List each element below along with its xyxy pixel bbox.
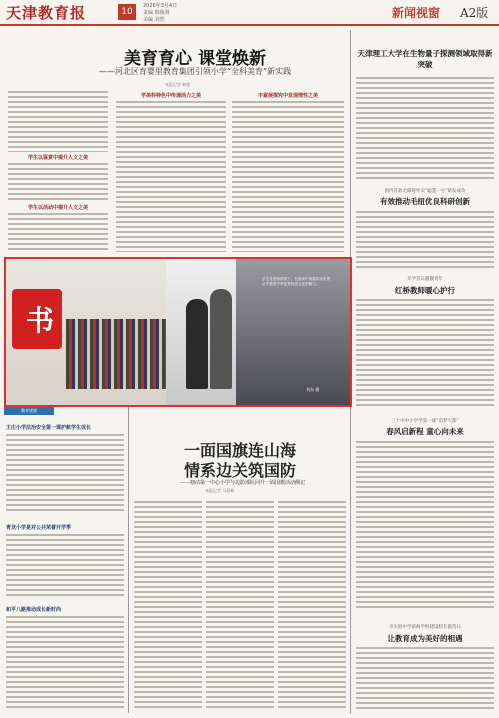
issue-badge: 10 bbox=[118, 4, 136, 20]
second-headline-1: 一面国旗连山海 bbox=[183, 441, 296, 460]
right-kicker-4: 三十中中小学学第一课“追梦天都” bbox=[391, 419, 459, 424]
right-headline-1: 天津理工大学在生物量子探测领域取得新突破 bbox=[357, 49, 493, 69]
editor-line: 责编 韩俊贤 bbox=[143, 10, 170, 16]
brief-title-1: 王庄小学法治安全第一课护航学生成长 bbox=[6, 425, 92, 431]
second-headline-2: 情系边关筑国防 bbox=[183, 461, 296, 480]
second-body-col2 bbox=[206, 500, 274, 710]
brief-body-2 bbox=[6, 533, 124, 597]
date-block bbox=[143, 3, 177, 24]
lead-body-col2 bbox=[116, 100, 226, 252]
lead-body-col3 bbox=[232, 100, 344, 252]
second-author: 本报记者 马晨峰 bbox=[205, 488, 235, 493]
sidebar-divider bbox=[128, 407, 129, 713]
lead-body-col1b bbox=[8, 162, 108, 202]
book-spines bbox=[66, 319, 166, 389]
newspaper-logo: 天津教育报 bbox=[6, 4, 87, 22]
sidebar-tag: 教育速递 bbox=[4, 407, 54, 415]
brief-title-2: 青龙小学是对公共荣誉开学季 bbox=[6, 525, 72, 531]
designer-line: 美编 刘烈 bbox=[143, 17, 165, 23]
right-kicker-5: 市实验中学滨海学校建设校长接待日 bbox=[389, 625, 461, 630]
lead-col-head-4: 丰富展探究中发现理性之美 bbox=[257, 93, 318, 99]
date-line: 2026年3月4日 bbox=[143, 3, 178, 9]
lead-author: 本报记者 韩俊 bbox=[165, 82, 191, 87]
lead-col-head-2: 学生以活动中提升人文之美 bbox=[27, 205, 88, 211]
right-kicker-3: 开学首日靓靓青年 bbox=[407, 277, 443, 282]
right-body-2 bbox=[356, 210, 494, 270]
brief-body-1 bbox=[6, 433, 124, 513]
second-subheadline: ——塘沽第一中心小学与边防部队同升一面国旗活动侧记 bbox=[179, 480, 305, 486]
lead-subheadline: ——河北区育婴里教育集团引领小学“全科美育”新实践 bbox=[98, 67, 292, 76]
book-sign-glyph: 书 bbox=[26, 304, 55, 337]
lead-col-head-3: 学美科特色中传递活力之美 bbox=[140, 93, 201, 99]
brief-title-3: 和平八路推动成长新时尚 bbox=[6, 607, 62, 613]
photo-caption: 学生在老师带领下，在阅读中探索知识世界，从中感受中华优秀传统文化的魅力。 bbox=[262, 277, 334, 286]
person-figure-1 bbox=[186, 299, 208, 389]
right-body-3 bbox=[356, 298, 494, 408]
news-photo bbox=[4, 257, 352, 407]
second-body-col1 bbox=[134, 500, 202, 710]
right-kicker-2: 国内首款无障碍外卖“聪慧一号”研发成功 bbox=[384, 189, 466, 194]
person-figure-2 bbox=[210, 289, 232, 389]
section-title: 新闻视窗 bbox=[392, 6, 441, 20]
right-headline-2: 有效推动毛纽优良科研创新 bbox=[380, 197, 470, 206]
right-body-4 bbox=[356, 440, 494, 608]
right-headline-4: 春风启新程 童心向未来 bbox=[386, 427, 464, 436]
right-body-1 bbox=[356, 76, 494, 180]
right-headline-5: 让教育成为美好的相遇 bbox=[387, 634, 463, 643]
lead-body-col1 bbox=[8, 90, 108, 152]
page-number: A2版 bbox=[460, 6, 489, 20]
photo-credit: 刘东 摄 bbox=[306, 387, 320, 392]
second-body-col3 bbox=[278, 500, 346, 710]
right-headline-3: 红桥教师暖心护行 bbox=[395, 286, 455, 295]
right-body-5 bbox=[356, 646, 494, 710]
lead-body-col1c bbox=[8, 212, 108, 252]
lead-col-head-1: 学生以鉴赏中提升人文之美 bbox=[27, 155, 88, 161]
lead-headline: 美育育心 课堂焕新 bbox=[124, 49, 266, 69]
brief-body-3 bbox=[6, 615, 124, 711]
